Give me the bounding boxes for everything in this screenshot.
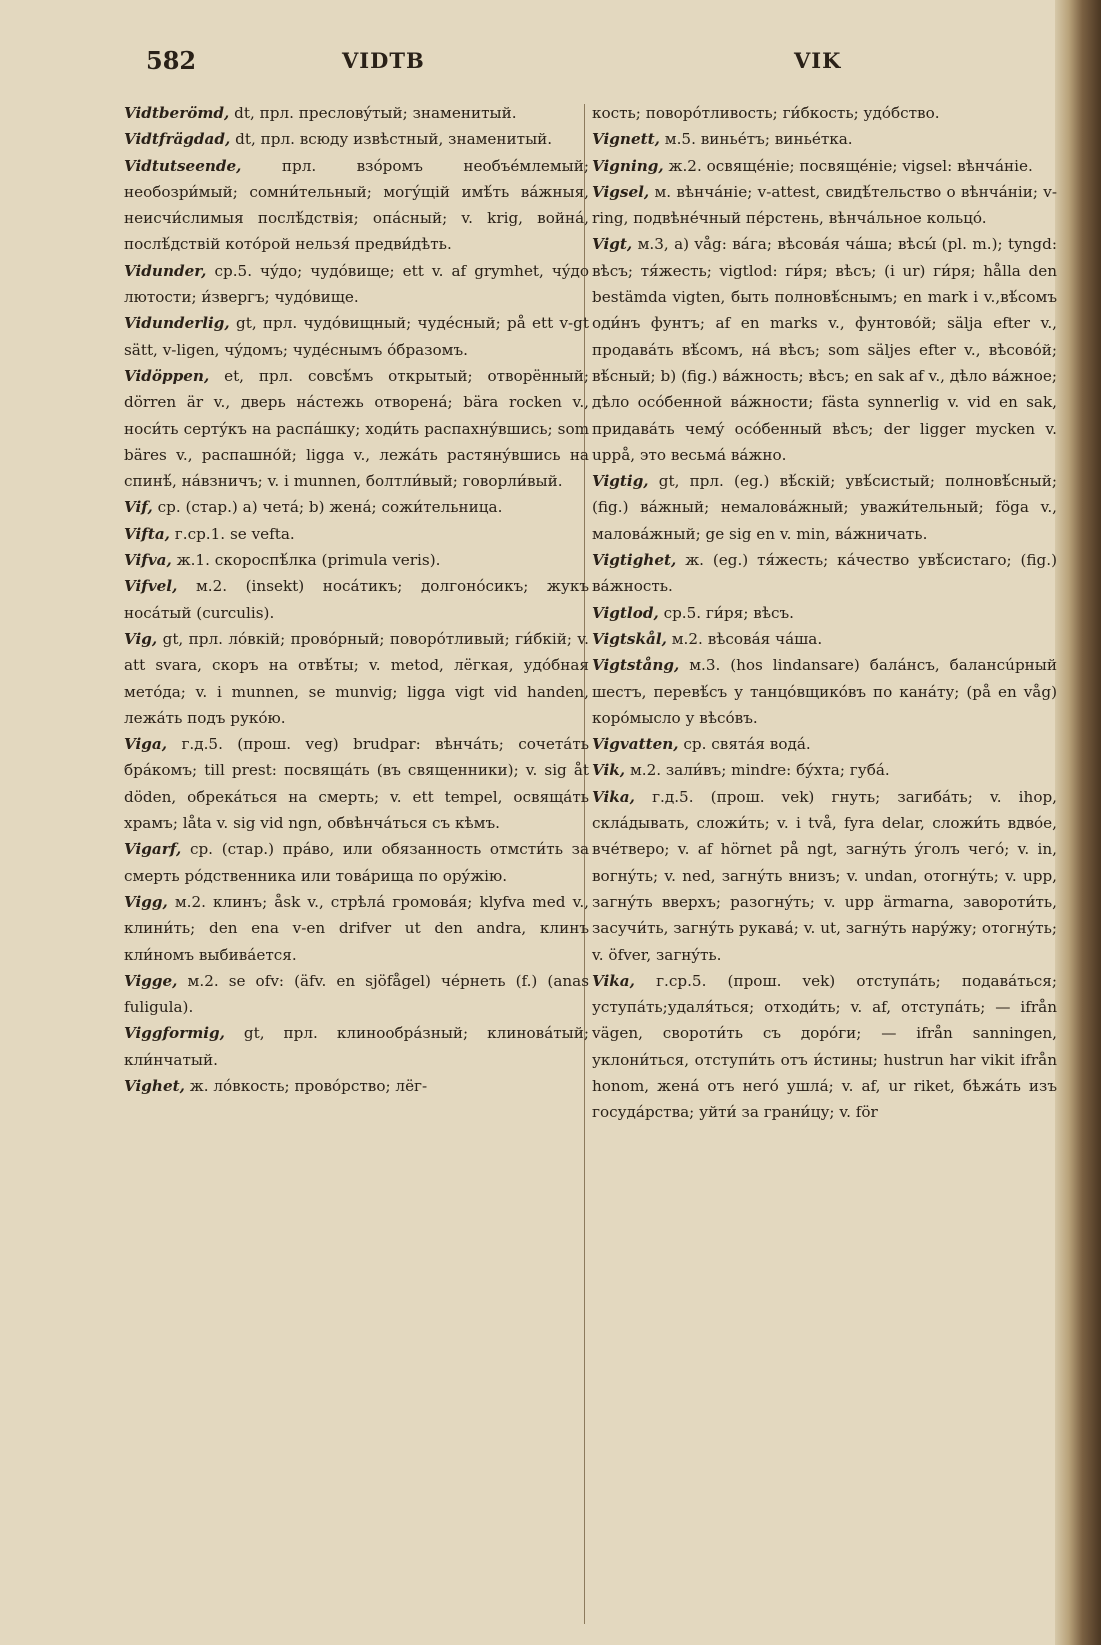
dictionary-entry <box>124 1073 589 1099</box>
entry-definition: ж. (eg.) тя́жесть; кáчество увѣ́систаго; (fig.) вáжность. <box>592 551 1058 596</box>
entry-definition: et, прл. совсѣ́мъ открытый; отворённый; dörren är v., дверь нáстежь отворенá; bära rocken v., носи́ть сертýкъ на распáшку; ходи́ть распахнýвшись; som bäres v., распашнóй; ligga v., лежáть растянýвшись на спинѣ́, нáвзничъ; v. i munnen, болтли́вый; говорли́вый. <box>124 366 589 491</box>
dictionary-entry <box>124 626 589 731</box>
entry-definition: кость; поворóтливость; ги́бкость; удóбство. <box>592 104 940 122</box>
entry-definition: ср.5. ги́ря; вѣсъ. <box>663 603 794 622</box>
entry-headword: Vighet, <box>124 1076 185 1095</box>
dictionary-entry <box>124 731 589 836</box>
left-column <box>124 100 589 1099</box>
entry-definition: gt, прл. лóвкій; провóрный; поворóтливый; ги́бкій; v. att svara, скоръ на отвѣ́ты; v. metod, лёгкая, удóбная метóда; v. i munnen, se munvig; ligga vigt vid handen, лежáть подъ рукóю. <box>124 629 589 727</box>
entry-definition: м.3, a) våg: вáга; вѣсовáя чáша; вѣсы́ (pl. m.); tyngd: вѣсъ; тя́жесть; vigtlod: ги́ря; вѣсъ; (i ur) ги́ря; hålla den bestämda vigten, быть полновѣ́снымъ; en mark i v.,вѣ́сомъ оди́нъ фунтъ; af en marks v., фунтовóй; sälja efter v., продавáть вѣ́сомъ, нá вѣсъ; som säljes efter v., вѣсовóй; вѣ́сный; b) (fig.) вáжность; вѣсъ; en sak af v., дѣло вáжное; дѣло осóбенной вáжности; fästa synnerlig v. vid en sak, придавáть чемý осóбенный вѣсъ; der ligger mycken v. uppå, это весьмá вáжно. <box>592 235 1057 464</box>
entry-headword: Vigvatten, <box>592 735 679 754</box>
page-header <box>146 46 856 86</box>
dictionary-entry <box>592 626 1057 652</box>
running-head-left: VIDTB <box>342 48 425 73</box>
right-column <box>592 100 1057 1126</box>
entry-definition: gt, прл. (eg.) вѣ́скій; увѣ́систый; полновѣ́сный; (fig.) вáжный; немаловáжный; уважи́тельный; föga v., маловáжный; ge sig en v. min, вáжничать. <box>592 472 1058 543</box>
entry-headword: Vigsel, <box>592 182 650 201</box>
entry-headword: Vigarf, <box>124 840 182 859</box>
entry-definition: м.3. (hos lindansare) балáнсъ, балансúрный шестъ, перевѣ́съ у танцóвщикóвъ по канáту; (på en våg) корóмысло у вѣсóвъ. <box>592 656 1057 727</box>
dictionary-entry <box>592 600 1057 626</box>
dictionary-entry <box>592 231 1057 468</box>
dictionary-entry <box>124 153 589 258</box>
dictionary-entry <box>124 836 589 889</box>
entry-definition: ср. (стар.) a) четá; b) женá; сожи́тельница. <box>157 498 503 517</box>
entry-headword: Vidtfrägdad, <box>124 130 231 149</box>
dictionary-entry <box>124 968 589 1021</box>
entry-headword: Vidunder, <box>124 261 207 280</box>
dictionary-entry <box>124 547 589 573</box>
dictionary-entry <box>592 757 1057 783</box>
dictionary-entry <box>592 468 1057 547</box>
dictionary-entry <box>592 731 1057 757</box>
dictionary-entry <box>124 258 589 311</box>
entry-headword: Vidtberömd, <box>124 104 230 122</box>
entry-headword: Viga, <box>124 735 168 754</box>
entry-headword: Vidtutseende, <box>124 156 242 175</box>
running-head-right: VIK <box>794 48 842 73</box>
entry-definition: г.ср.5. (прош. vek) отступáть; подавáться; уступáть;удаля́ться; отходи́ть; v. af, отступáть; — ifrån vägen, свороти́ть съ дорóги; — ifrån sanningen, уклони́ться, отступи́ть отъ и́стины; hustrun har vikit ifrån honom, женá отъ негó ушлá; v. af, ur riket, бѣжáть изъ госудáрства; уйти́ за грани́цу; v. för <box>592 971 1057 1122</box>
dictionary-entry <box>124 126 589 152</box>
entry-headword: Vigt, <box>592 235 633 254</box>
entry-headword: Vifvel, <box>124 577 178 596</box>
book-binding-edge <box>1055 0 1101 1645</box>
entry-headword: Vidöppen, <box>124 366 210 385</box>
entry-headword: Vifta, <box>124 524 170 543</box>
dictionary-entry <box>592 126 1057 152</box>
entry-headword: Vifva, <box>124 551 172 570</box>
dictionary-entry <box>124 363 589 494</box>
dictionary-entry <box>592 179 1057 232</box>
entry-headword: Vigtig, <box>592 472 649 491</box>
entry-definition: ср. (стар.) прáво, или обязанность отмсти́ть за смерть рóдственника или товáрища по орýжію. <box>124 840 590 885</box>
entry-headword: Vif, <box>124 498 153 517</box>
entry-definition: м.2. вѣсовáя чáша. <box>671 629 823 648</box>
dictionary-entry <box>124 573 589 626</box>
entry-definition: dt, прл. пресловýтый; знаменитый. <box>234 104 517 122</box>
dictionary-entry <box>124 100 589 126</box>
entry-definition: ср.5. чýдо; чудóвище; ett v. af grymhet, чýдо лютости; и́звергъ; чудóвище. <box>124 261 589 307</box>
entry-definition: м.2. (insekt) носáтикъ; долгонóсикъ; жукъ носáтый (curculis). <box>124 577 589 622</box>
entry-headword: Vigtighet, <box>592 551 677 570</box>
entry-headword: Vigg, <box>124 892 168 911</box>
entry-definition: прл. взóромъ необъéмлемый; необозри́мый; сомни́тельный; могýщій имѣ́ть вáжныя, неисчи́слимыя послѣ́дствія; опáсный; v. krig, войнá, послѣ́дствій котóрой нельзя́ предви́дѣть. <box>124 156 590 254</box>
entry-definition: ж.2. освящéніе; посвящéніе; vigsel: вѣнчáніе. <box>668 156 1033 175</box>
entry-definition: gt, прл. клинообрáзный; клиновáтый; кли́нчатый. <box>124 1024 590 1069</box>
dictionary-entry <box>124 494 589 520</box>
entry-headword: Vigning, <box>592 156 664 175</box>
dictionary-entry <box>592 153 1057 179</box>
entry-headword: Vigge, <box>124 971 178 990</box>
entry-definition: ср. святáя водá. <box>683 735 811 754</box>
entry-headword: Vigtstång, <box>592 656 680 675</box>
entry-definition: м.2. зали́въ; mindre: бýхта; губá. <box>629 761 890 780</box>
entry-headword: Vika, <box>592 971 635 990</box>
entry-definition: м.2. клинъ; åsk v., стрѣлá громовáя; klyfva med v., клини́ть; den ena v-en drifver ut den andra, клинъ кли́номъ выбивáется. <box>124 892 589 964</box>
page-number: 582 <box>146 46 197 75</box>
entry-definition: г.д.5. (прош. vek) гнуть; загибáть; v. ihop, склáдывать, сложи́ть; v. i två, fyra delar, сложи́ть вдвóе, вчéтверо; v. af hörnet på ngt, загнýть ýголъ чегó; v. in, вогнýть; v. ned, загнýть внизъ; v. undan, отогнýть; v. upp, загнýть вверхъ; разогнýть; v. upp ärmarna, заворoти́ть, засучи́ть, загнýть рукавá; v. ut, загнýть нарýжу; отогнýть; v. öfver, загнýть. <box>592 787 1058 964</box>
dictionary-entry <box>592 968 1057 1126</box>
entry-headword: Vidunderlig, <box>124 314 230 333</box>
entry-headword: Vignett, <box>592 130 660 149</box>
entry-definition: г.д.5. (прош. veg) brudpar: вѣнчáть; сочетáть брáкомъ; till prest: посвящáть (въ священники); v. sig åt döden, обрекáться на смерть; v. ett tempel, освящáть храмъ; låta v. sig vid ngn, обвѣнчáться съ кѣмъ. <box>124 735 590 833</box>
dictionary-entry <box>592 784 1057 968</box>
entry-definition: ж.1. скороспѣ́лка (primula veris). <box>176 551 441 570</box>
dictionary-entry <box>592 652 1057 731</box>
entry-headword: Vika, <box>592 787 635 806</box>
dictionary-entry <box>124 889 589 968</box>
entry-headword: Vig, <box>124 629 158 648</box>
entry-headword: Viggformig, <box>124 1024 225 1043</box>
entry-definition: м.2. se ofv: (äfv. en sjöfågel) чéрнеть (f.) (anas fuligula). <box>124 971 590 1017</box>
entry-definition: г.ср.1. se vefta. <box>174 524 295 543</box>
entry-definition: ж. лóвкость; провóрство; лёг- <box>189 1076 428 1095</box>
entry-headword: Vigtskål, <box>592 629 667 648</box>
entry-headword: Vik, <box>592 761 626 780</box>
dictionary-entry <box>592 547 1057 600</box>
entry-definition: м. вѣнчáніе; v-attest, свидѣ́тельство о вѣнчáніи; v-ring, подвѣнéчный пéрстень, вѣнчáльное кольцó. <box>592 182 1058 228</box>
entry-definition: м.5. виньéтъ; виньéтка. <box>664 130 853 149</box>
dictionary-entry <box>124 521 589 547</box>
entry-definition: gt, прл. чудóвищный; чудéсный; på ett v-gt sätt, v-ligen, чýдомъ; чудéснымъ óбразомъ. <box>124 314 590 359</box>
dictionary-entry <box>124 310 589 363</box>
dictionary-entry <box>124 1020 589 1073</box>
entry-definition: dt, прл. всюду извѣстный, знаменитый. <box>235 130 553 149</box>
dictionary-entry <box>592 100 1057 126</box>
entry-headword: Vigtlod, <box>592 603 659 622</box>
